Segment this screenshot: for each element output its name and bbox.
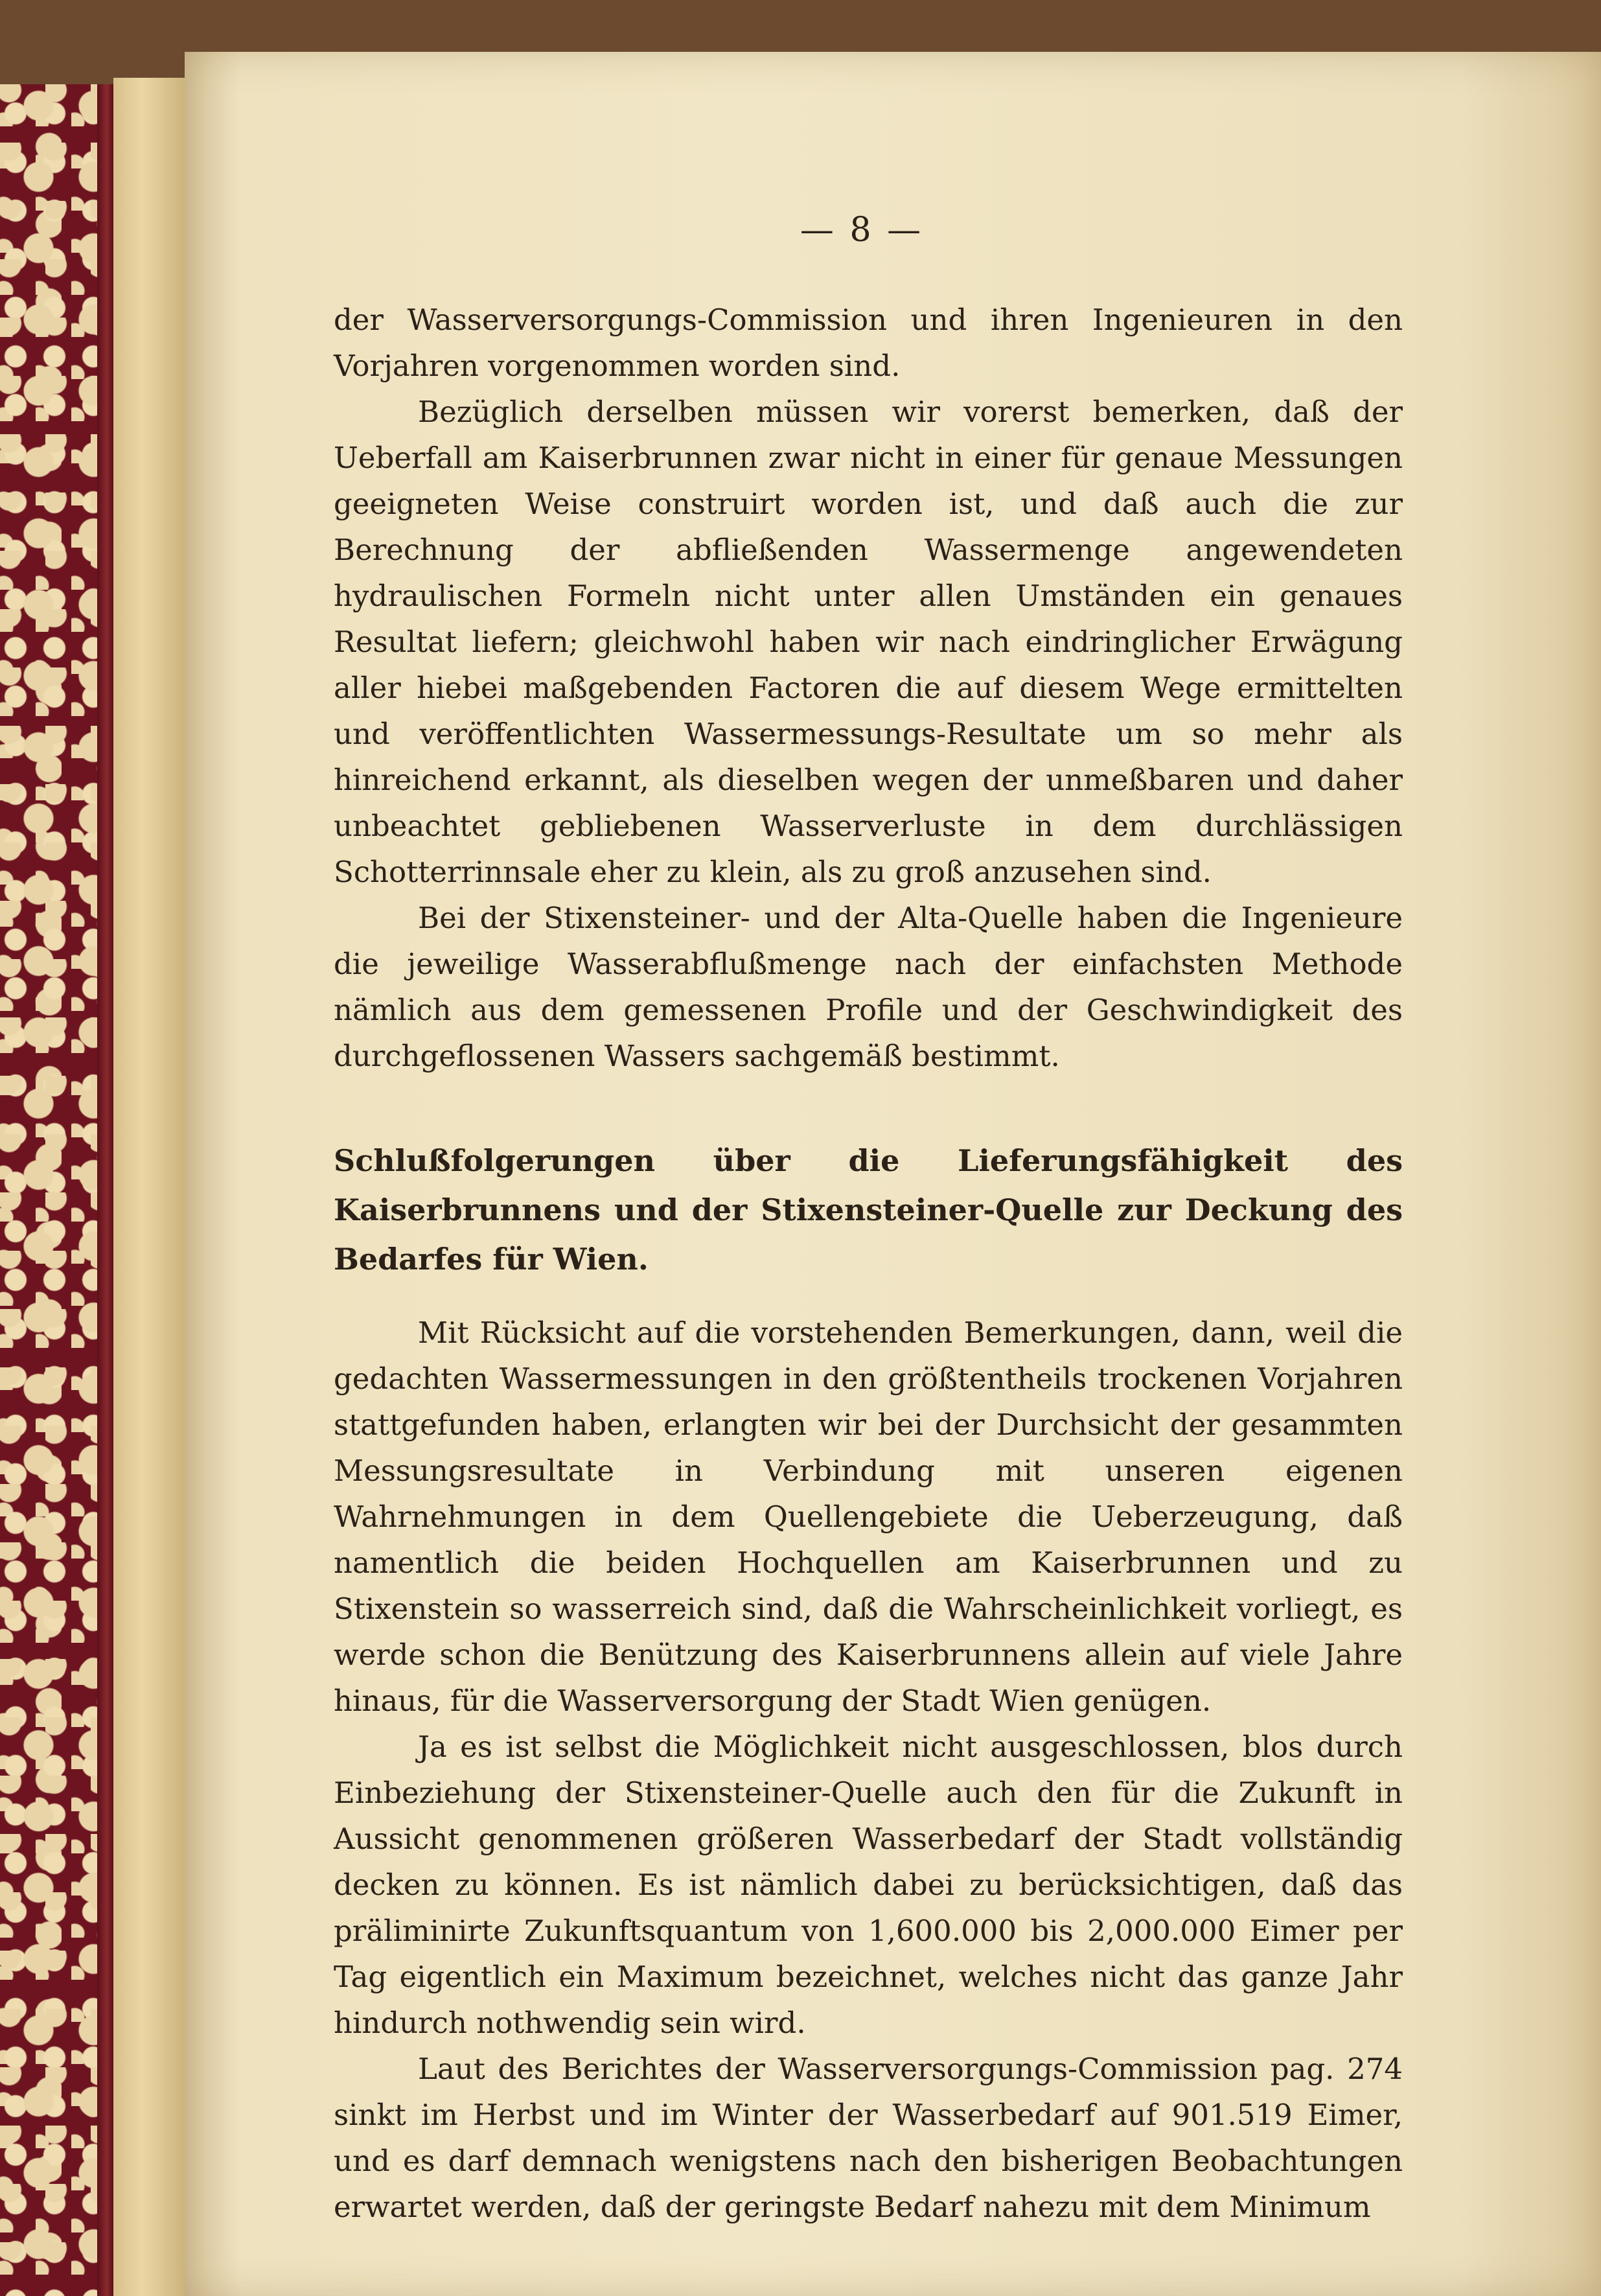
page-number: — 8 — xyxy=(800,211,924,249)
page-text xyxy=(334,220,1403,2230)
section-heading: Schlußfolgerungen über die Lieferungsfähigkeit des Kaiserbrunnens und der Stixensteiner-Quelle zur Deckung des Bedarfes für Wien. xyxy=(334,1143,1403,1277)
paragraph-future-demand: Ja es ist selbst die Möglichkeit nicht ausgeschlossen, blos durch Einbeziehung der Stixensteiner-Quelle auch den für die Zukunft in Aussicht genommenen größeren Wasserbedarf der Stadt vollständig decken zu können. Es ist nämlich dabei zu berücksichtigen, daß das präliminirte Zukunftsquantum von 1,600.000 bis 2,000.000 Eimer per Tag eigentlich ein Maximum bezeichnet, welches nicht das ganze Jahr hindurch nothwendig sein wird. xyxy=(334,1730,1403,2040)
marbled-endpaper xyxy=(0,84,113,2296)
paragraph-conclusion: Mit Rücksicht auf die vorstehenden Bemerkungen, dann, weil die gedachten Wassermessungen in den größtentheils trockenen Vorjahren stattgefunden haben, erlangten wir bei der Durchsicht der gesammten Messungsresultate in Verbindung mit unseren eigenen Wahrnehmungen in dem Quellengebiete die Ueberzeugung, daß namentlich die beiden Hochquellen am Kaiserbrunnen und zu Stixenstein so wasserreich sind, daß die Wahrscheinlichkeit vorliegt, es werde schon die Benützung des Kaiserbrunnens allein auf viele Jahre hinaus, für die Wasserversorgung der Stadt Wien genügen. xyxy=(334,1316,1403,1718)
paragraph-stixensteiner: Bei der Stixensteiner- und der Alta-Quelle haben die Ingenieure die jeweilige Wasserabflußmenge nach der einfachsten Methode nämlich aus dem gemessenen Profile und der Geschwindigkeit des durchgeflossenen Wassers sachgemäß bestimmt. xyxy=(334,901,1403,1073)
book-spine xyxy=(97,84,113,2296)
paragraph-measurements: Bezüglich derselben müssen wir vorerst bemerken, daß der Ueberfall am Kaiserbrunnen zwar nicht in einer für genaue Messungen geeigneten Weise construirt worden ist, und daß auch die zur Berechnung der abfließenden Wassermenge angewendeten hydraulischen Formeln nicht unter allen Umständen ein genaues Resultat liefern; gleichwohl haben wir nach eindringlicher Erwägung aller hiebei maßgebenden Factoren die auf diesem Wege ermittelten und veröffentlichten Wassermessungs-Resultate um so mehr als hinreichend erkannt, als dieselben wegen der unmeßbaren und daher unbeachtet gebliebenen Wasserverluste in dem durchlässigen Schotterrinnsale eher zu klein, als zu groß anzusehen sind. xyxy=(334,395,1403,889)
paragraph-continuation: der Wasserversorgungs-Commission und ihren Ingenieuren in den Vorjahren vorgenommen worden sind. xyxy=(334,303,1403,383)
paragraph-report: Laut des Berichtes der Wasserversorgungs-Commission pag. 274 sinkt im Herbst und im Winter der Wasserbedarf auf 901.519 Eimer, und es darf demnach wenigstens nach den bisherigen Beobachtungen erwartet werden, daß der geringste Bedarf nahezu mit dem Minimum xyxy=(334,2052,1403,2224)
page-gutter xyxy=(113,78,186,2296)
